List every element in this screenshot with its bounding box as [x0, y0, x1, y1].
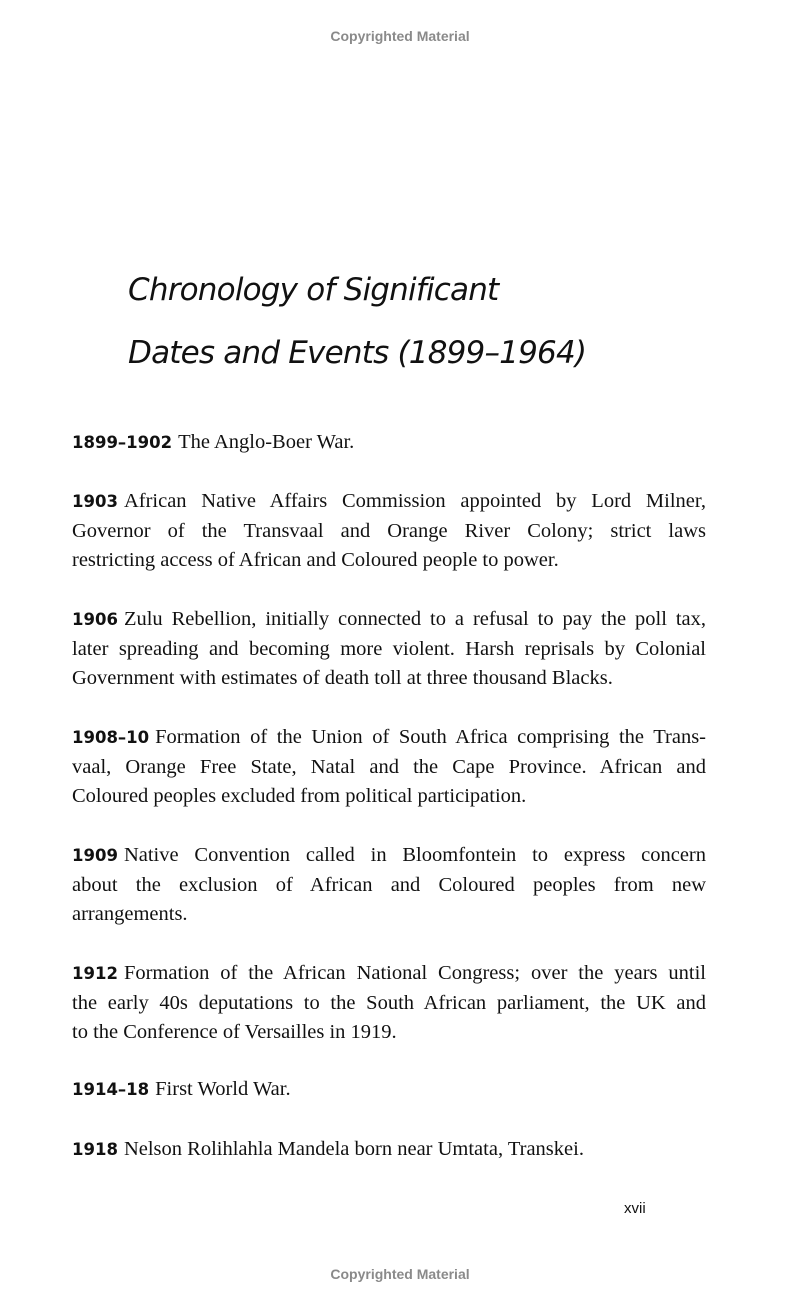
chronology-entry — [72, 959, 706, 1048]
entry-date: 1912 — [72, 964, 118, 983]
entry-text: later spreading and becoming more violent. Harsh reprisals by Colonial — [72, 637, 706, 660]
entry-line — [72, 871, 706, 901]
entry-date: 1908–10 — [72, 728, 150, 747]
chapter-title-line-1: Chronology of Significant — [128, 272, 499, 308]
entry-text: Nelson Rolihlahla Mandela born near Umtata, Transkei. — [123, 1138, 584, 1160]
entry-text: Zulu Rebellion, initially connected to a refusal to pay the poll tax, — [123, 608, 706, 630]
chronology-entry — [72, 841, 706, 930]
entry-line — [72, 428, 706, 458]
entry-text: to the Conference of Versailles in 1919. — [72, 1021, 397, 1043]
entry-text: restricting access of African and Coloured people to power. — [72, 549, 559, 571]
entry-line — [72, 664, 706, 694]
entry-text: Native Convention called in Bloomfontein to express concern — [123, 844, 706, 866]
entry-date: 1906 — [72, 610, 118, 629]
entry-line — [72, 900, 706, 930]
entry-line — [72, 546, 706, 576]
entry-text: African Native Affairs Commission appointed by Lord Milner, — [123, 490, 706, 512]
entry-text: vaal, Orange Free State, Natal and the Cape Province. African and — [72, 755, 706, 778]
entry-text: Government with estimates of death toll at three thousand Blacks. — [72, 667, 613, 689]
entry-text: the early 40s deputations to the South African parliament, the UK and — [72, 991, 706, 1014]
entry-line — [72, 753, 706, 783]
entry-text: arrangements. — [72, 903, 188, 925]
chronology-entry — [72, 1135, 706, 1165]
chronology-entry — [72, 723, 706, 812]
entry-line — [72, 959, 706, 989]
entry-line — [72, 487, 706, 517]
entry-line — [72, 1075, 706, 1105]
entry-line — [72, 841, 706, 871]
entry-line — [72, 782, 706, 812]
entry-text: about the exclusion of African and Coloured peoples from new — [72, 873, 706, 896]
chronology-entry — [72, 605, 706, 694]
entry-date: 1899–1902 — [72, 433, 173, 452]
entry-text: The Anglo-Boer War. — [178, 431, 355, 453]
copyright-watermark-top: Copyrighted Material — [330, 28, 470, 44]
entry-line — [72, 605, 706, 635]
entry-line — [72, 1018, 706, 1048]
chronology-entry — [72, 487, 706, 576]
entry-line — [72, 989, 706, 1019]
chronology-entry — [72, 428, 706, 458]
chapter-title-line-2: Dates and Events (1899–1964) — [128, 335, 587, 371]
copyright-watermark-bottom: Copyrighted Material — [330, 1266, 470, 1282]
entry-text: Governor of the Transvaal and Orange River Colony; strict laws — [72, 519, 706, 542]
entry-date: 1914–18 — [72, 1080, 150, 1099]
entry-date: 1909 — [72, 846, 118, 865]
entry-text: Formation of the African National Congress; over the years until — [123, 962, 706, 984]
entry-line — [72, 517, 706, 547]
entry-date: 1918 — [72, 1140, 118, 1159]
entry-line — [72, 1135, 706, 1165]
chronology-entry — [72, 1075, 706, 1105]
page-number: xvii — [624, 1200, 646, 1217]
entry-date: 1903 — [72, 492, 118, 511]
entry-text: Coloured peoples excluded from political participation. — [72, 785, 527, 807]
entry-text: Formation of the Union of South Africa comprising the Trans- — [155, 726, 706, 748]
entry-line — [72, 723, 706, 753]
entry-text: First World War. — [155, 1078, 291, 1100]
entry-line — [72, 635, 706, 665]
